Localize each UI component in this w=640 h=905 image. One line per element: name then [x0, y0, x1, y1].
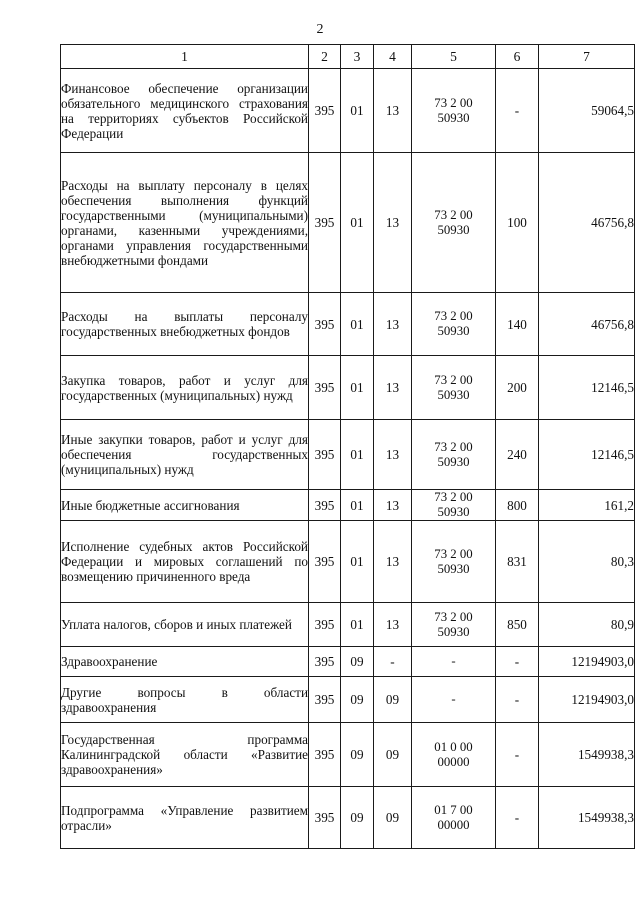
- row-target-code: [412, 356, 496, 420]
- table-row: [61, 521, 635, 603]
- row-target-code-line2: 50930: [437, 387, 470, 402]
- row-name: Иные бюджетные ассигнования: [61, 490, 309, 521]
- row-target-code-line1: 73 2 00: [434, 309, 473, 323]
- row-ministry-code: 395: [309, 677, 341, 723]
- row-section-code: 01: [341, 490, 374, 521]
- row-target-code-line2: 50930: [437, 324, 470, 338]
- table-row: [61, 677, 635, 723]
- row-ministry-code: 395: [309, 521, 341, 603]
- row-ministry-code: 395: [309, 69, 341, 153]
- row-target-code-line2: 50930: [437, 454, 470, 469]
- row-amount: 161,2: [539, 490, 635, 521]
- table-row: [61, 603, 635, 647]
- row-target-code-line1: 73 2 00: [434, 372, 473, 387]
- row-expense-type: 831: [496, 521, 539, 603]
- row-name: Здравоохранение: [61, 647, 309, 677]
- row-target-code-line1: 73 2 00: [434, 490, 473, 504]
- row-ministry-code: 395: [309, 356, 341, 420]
- row-target-code: -: [412, 647, 496, 677]
- row-target-code-line2: 00000: [437, 817, 470, 832]
- row-target-code-line1: 73 2 00: [434, 207, 473, 222]
- table-row: [61, 69, 635, 153]
- page-number: 2: [316, 22, 324, 37]
- row-expense-type: 800: [496, 490, 539, 521]
- row-amount: 46756,8: [539, 293, 635, 356]
- table-row: [61, 153, 635, 293]
- row-amount: 12194903,0: [539, 677, 635, 723]
- row-section-code: 09: [341, 723, 374, 787]
- row-expense-type: -: [496, 69, 539, 153]
- row-target-code: [412, 490, 496, 521]
- row-expense-type: 140: [496, 293, 539, 356]
- row-target-code: [412, 420, 496, 490]
- row-ministry-code: 395: [309, 293, 341, 356]
- row-subsection-code: 13: [374, 603, 412, 647]
- row-ministry-code: 395: [309, 490, 341, 521]
- row-amount: 12194903,0: [539, 647, 635, 677]
- row-section-code: 09: [341, 677, 374, 723]
- row-name: Государственная программа Калининградской области «Развитие здравоохранения»: [61, 723, 309, 787]
- row-amount: 1549938,3: [539, 787, 635, 849]
- row-expense-type: -: [496, 787, 539, 849]
- table-row: [61, 647, 635, 677]
- row-name: Исполнение судебных актов Российской Федерации и мировых соглашений по возмещению причиненного вреда: [61, 521, 309, 603]
- row-target-code-line1: 73 2 00: [434, 546, 473, 561]
- row-subsection-code: 09: [374, 723, 412, 787]
- row-section-code: 01: [341, 521, 374, 603]
- column-header: 6: [496, 45, 539, 69]
- row-expense-type: 240: [496, 420, 539, 490]
- row-section-code: 01: [341, 356, 374, 420]
- row-target-code-line1: 73 2 00: [434, 439, 473, 454]
- row-target-code-line2: 50930: [437, 505, 470, 519]
- budget-table: [60, 44, 635, 849]
- column-header: 2: [309, 45, 341, 69]
- row-expense-type: -: [496, 723, 539, 787]
- row-subsection-code: 13: [374, 153, 412, 293]
- row-name: Иные закупки товаров, работ и услуг для обеспечения государственных (муниципальных) нужд: [61, 420, 309, 490]
- row-target-code-line1: 73 2 00: [434, 609, 473, 624]
- row-subsection-code: 13: [374, 69, 412, 153]
- row-target-code-line2: 50930: [437, 110, 470, 125]
- table-header-row: [61, 45, 635, 69]
- row-subsection-code: 09: [374, 677, 412, 723]
- row-target-code-line2: 50930: [437, 624, 470, 639]
- row-section-code: 01: [341, 603, 374, 647]
- row-expense-type: 200: [496, 356, 539, 420]
- row-expense-type: 850: [496, 603, 539, 647]
- row-target-code: [412, 521, 496, 603]
- row-subsection-code: -: [374, 647, 412, 677]
- row-subsection-code: 13: [374, 356, 412, 420]
- row-target-code-line1: 01 7 00: [434, 802, 473, 817]
- column-header: 3: [341, 45, 374, 69]
- row-target-code-line2: 50930: [437, 561, 470, 576]
- row-target-code-line2: 50930: [437, 222, 470, 237]
- row-ministry-code: 395: [309, 647, 341, 677]
- row-subsection-code: 09: [374, 787, 412, 849]
- row-amount: 80,9: [539, 603, 635, 647]
- row-section-code: 01: [341, 69, 374, 153]
- row-target-code: [412, 153, 496, 293]
- row-subsection-code: 13: [374, 490, 412, 521]
- column-header: 7: [539, 45, 635, 69]
- table-row: [61, 787, 635, 849]
- row-section-code: 09: [341, 787, 374, 849]
- row-amount: 12146,5: [539, 420, 635, 490]
- row-amount: 1549938,3: [539, 723, 635, 787]
- row-target-code-line2: 00000: [437, 754, 470, 769]
- row-amount: 12146,5: [539, 356, 635, 420]
- row-section-code: 09: [341, 647, 374, 677]
- row-name: Другие вопросы в области здравоохранения: [61, 677, 309, 723]
- row-subsection-code: 13: [374, 521, 412, 603]
- row-target-code: [412, 603, 496, 647]
- row-name: Закупка товаров, работ и услуг для государственных (муниципальных) нужд: [61, 356, 309, 420]
- row-target-code: -: [412, 677, 496, 723]
- row-name: Финансовое обеспечение организации обязательного медицинского страхования на территориях субъектов Российской Федерации: [61, 69, 309, 153]
- row-amount: 46756,8: [539, 153, 635, 293]
- row-amount: 59064,5: [539, 69, 635, 153]
- row-section-code: 01: [341, 293, 374, 356]
- row-ministry-code: 395: [309, 723, 341, 787]
- column-header: 1: [61, 45, 309, 69]
- row-section-code: 01: [341, 153, 374, 293]
- row-subsection-code: 13: [374, 420, 412, 490]
- table-row: [61, 293, 635, 356]
- column-header: 4: [374, 45, 412, 69]
- row-ministry-code: 395: [309, 603, 341, 647]
- row-expense-type: -: [496, 647, 539, 677]
- row-ministry-code: 395: [309, 787, 341, 849]
- row-name: Расходы на выплаты персоналу государственных внебюджетных фондов: [61, 293, 309, 356]
- table-row: [61, 723, 635, 787]
- row-target-code: [412, 69, 496, 153]
- table-row: [61, 420, 635, 490]
- row-name: Подпрограмма «Управление развитием отрасли»: [61, 787, 309, 849]
- row-target-code: [412, 787, 496, 849]
- row-target-code: [412, 293, 496, 356]
- row-expense-type: 100: [496, 153, 539, 293]
- row-target-code: [412, 723, 496, 787]
- row-section-code: 01: [341, 420, 374, 490]
- table-row: [61, 490, 635, 521]
- row-ministry-code: 395: [309, 420, 341, 490]
- row-target-code-line1: 01 0 00: [434, 739, 473, 754]
- row-name: Уплата налогов, сборов и иных платежей: [61, 603, 309, 647]
- row-subsection-code: 13: [374, 293, 412, 356]
- row-amount: 80,3: [539, 521, 635, 603]
- row-target-code-line1: 73 2 00: [434, 95, 473, 110]
- row-expense-type: -: [496, 677, 539, 723]
- row-ministry-code: 395: [309, 153, 341, 293]
- row-name: Расходы на выплату персоналу в целях обеспечения выполнения функций государственными (муниципальными) органами, казенными учреждениями, органами управления государственными внебюджетными фондами: [61, 153, 309, 293]
- column-header: 5: [412, 45, 496, 69]
- table-row: [61, 356, 635, 420]
